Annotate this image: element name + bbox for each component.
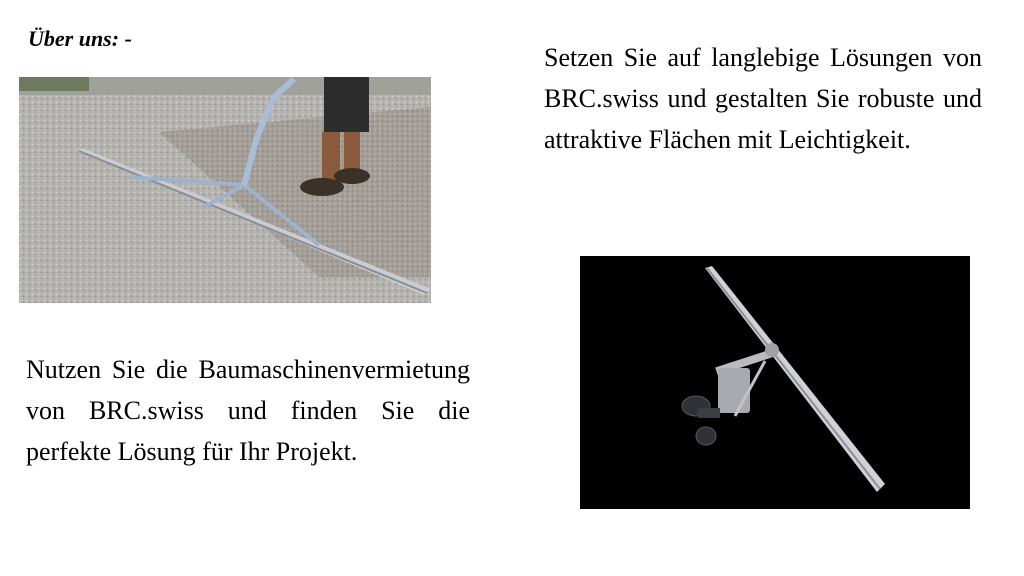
page-heading: Über uns: - — [28, 26, 132, 51]
screed-tool-product-photo — [580, 256, 970, 509]
screed-tool-illustration — [580, 256, 970, 509]
gravel-scene-illustration — [19, 77, 431, 303]
paragraph-durable-solutions: Setzen Sie auf langlebige Lösungen von BRC.swiss und gestalten Sie robuste und attraktive Flächen mit Leichtigkeit. — [544, 43, 982, 154]
gravel-leveling-photo — [19, 77, 431, 303]
paragraph-equipment-rental: Nutzen Sie die Baumaschinenvermietung von BRC.swiss und finden Sie die perfekte Lösung für Ihr Projekt. — [26, 355, 470, 466]
